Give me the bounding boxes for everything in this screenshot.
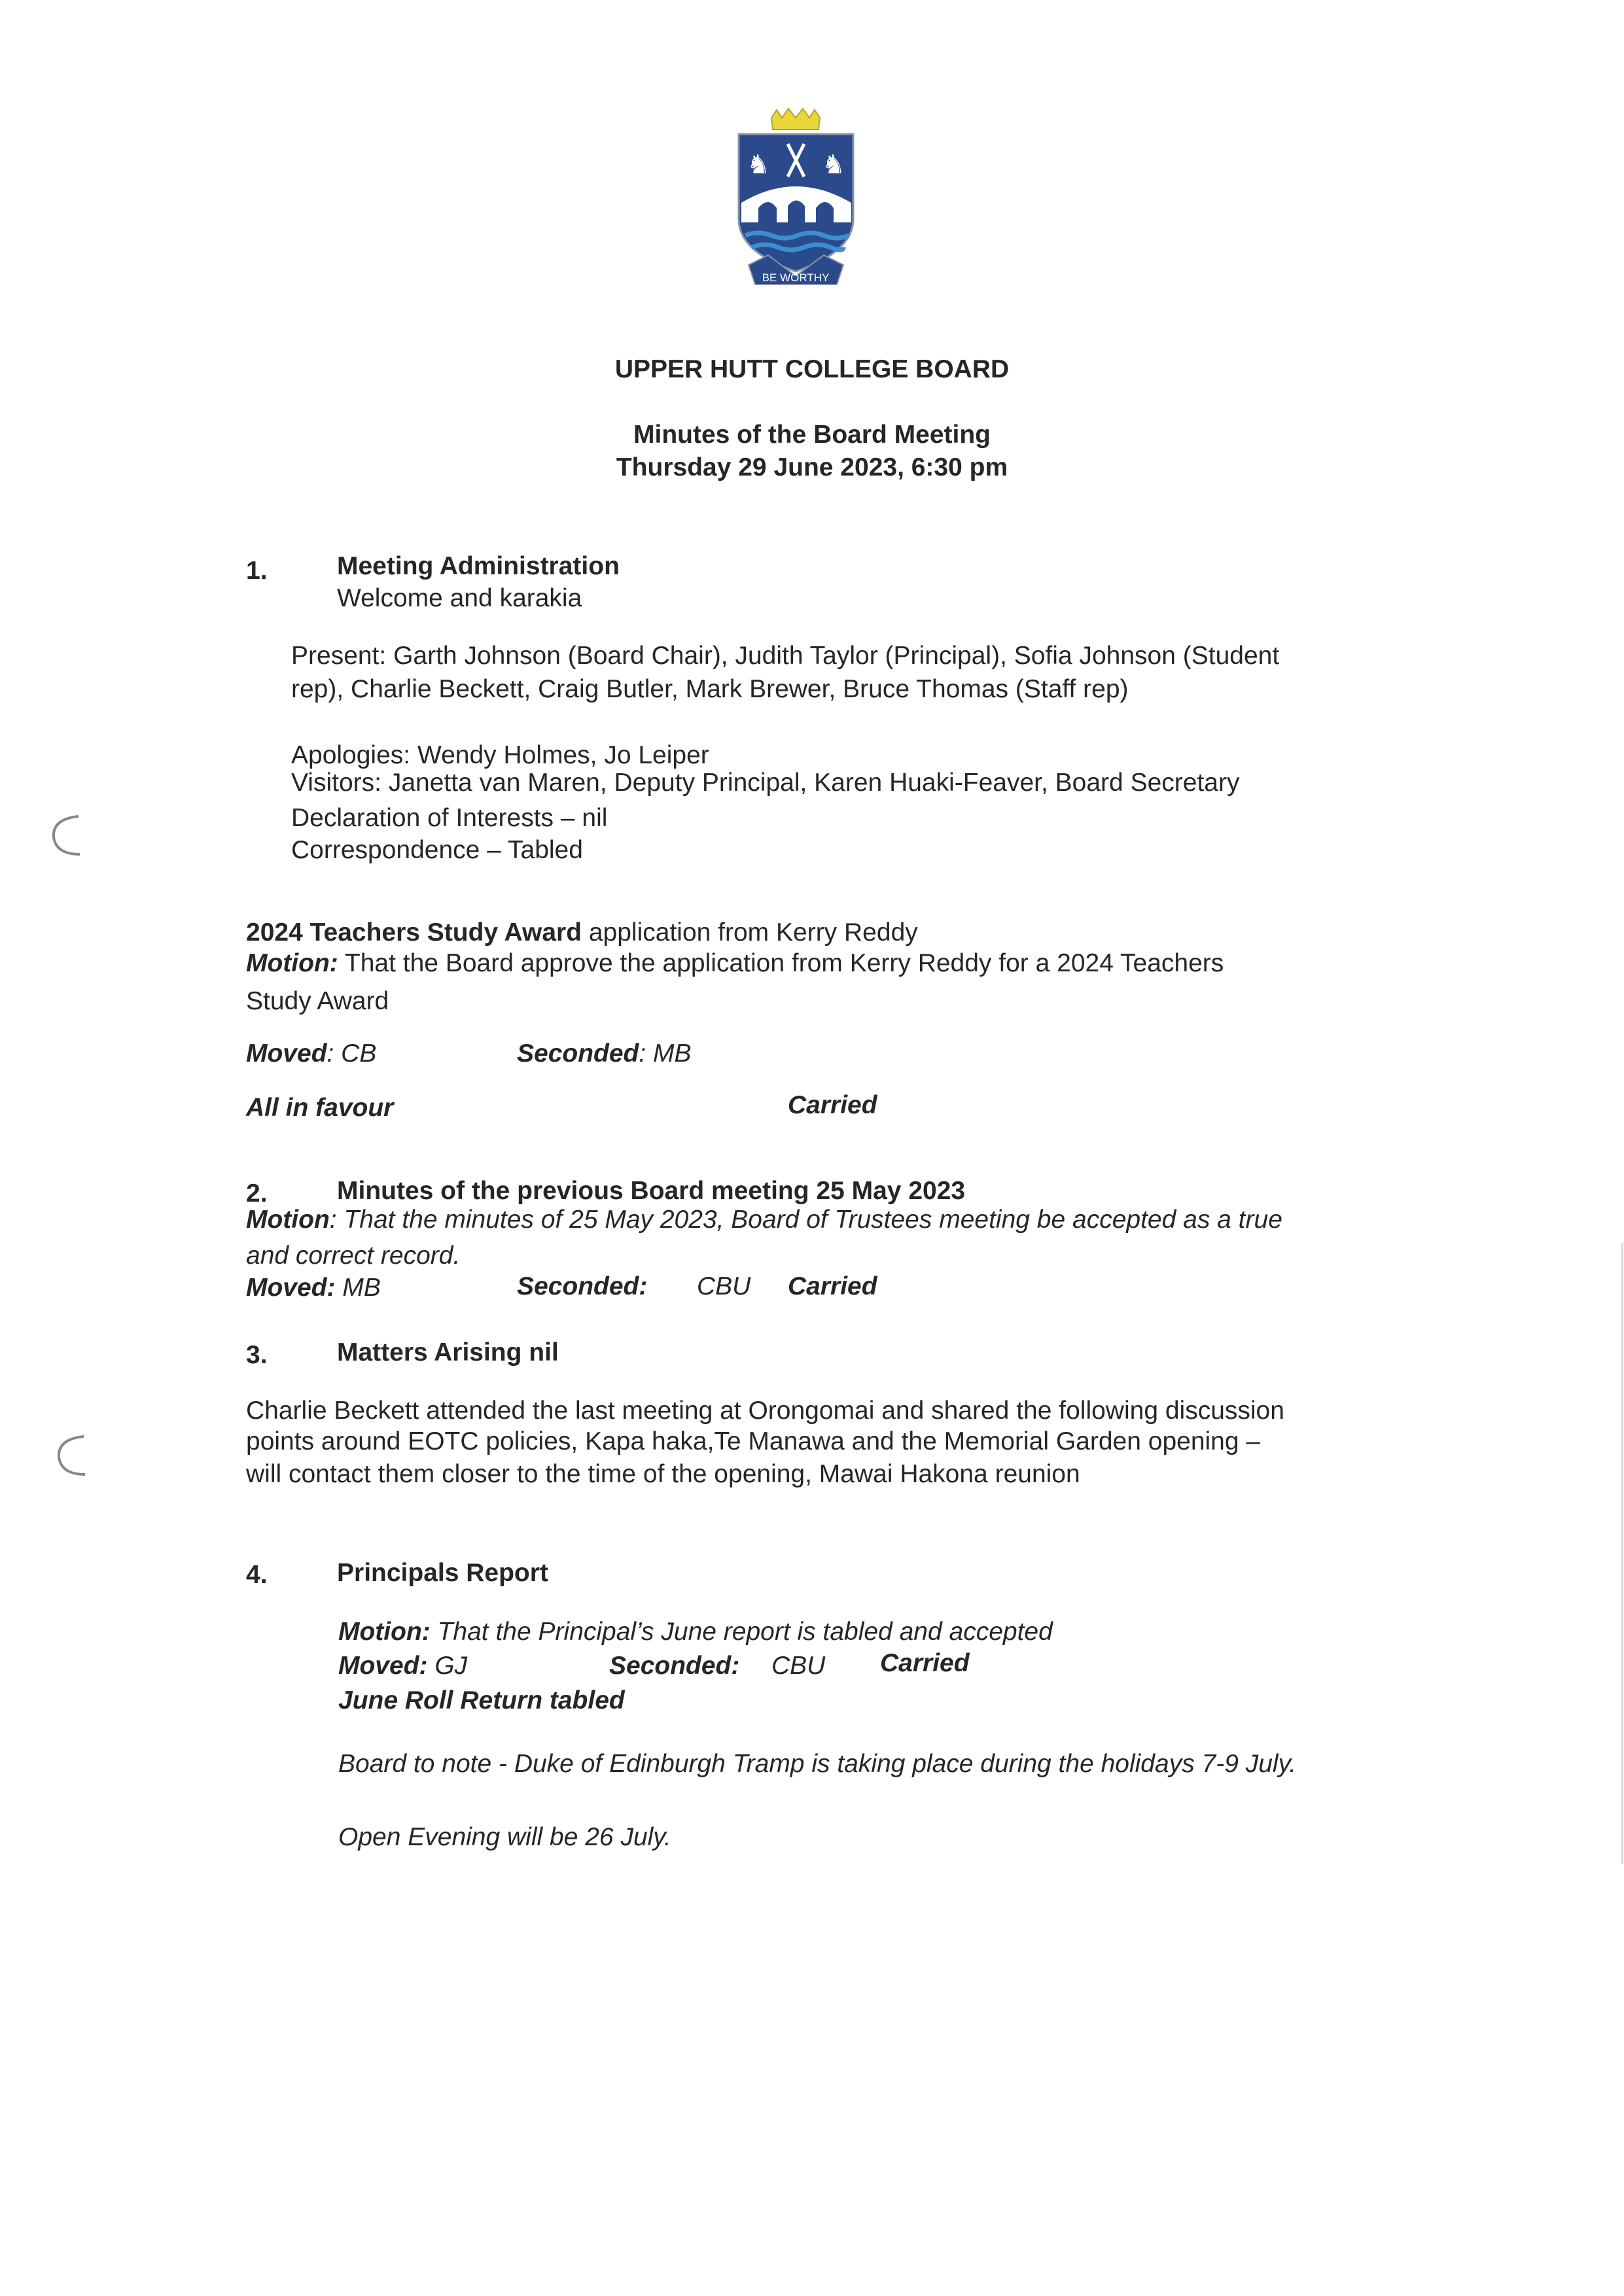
motion-label: Motion	[246, 1206, 330, 1234]
moved-value: GJ	[427, 1652, 468, 1680]
board-note-text: Board to note - Duke of Edinburgh Tramp is taking place during the holidays 7-9 July.	[338, 1750, 1297, 1778]
seconded-value: CBU	[771, 1652, 826, 1680]
declaration-text: Declaration of Interests – nil	[291, 804, 608, 832]
s4-motion	[338, 1616, 1053, 1648]
correspondence-text: Correspondence – Tabled	[291, 836, 583, 864]
section-heading: Meeting Administration	[337, 552, 620, 580]
body-line: will contact them closer to the time of the opening, Mawai Hakona reunion	[246, 1460, 1080, 1488]
seconded-label: Seconded	[517, 1039, 639, 1068]
seconded-value: : MB	[639, 1039, 692, 1068]
body-line: points around EOTC policies, Kapa haka,Te Manawa and the Memorial Garden opening –	[246, 1427, 1261, 1455]
motion-label: Motion:	[338, 1618, 431, 1646]
motion-text: That the Principal’s June report is tabled and accepted	[430, 1618, 1053, 1646]
all-in-favour: All in favour	[246, 1094, 394, 1122]
apologies-text: Apologies: Wendy Holmes, Jo Leiper	[291, 741, 709, 769]
body-line: Charlie Beckett attended the last meeting at Orongomai and shared the following discussion	[246, 1397, 1284, 1425]
motion-text: Study Award	[246, 987, 389, 1015]
moved-field	[338, 1650, 467, 1682]
visitors-text: Visitors: Janetta van Maren, Deputy Principal, Karen Huaki-Feaver, Board Secretary	[291, 769, 1240, 797]
present-line: Present: Garth Johnson (Board Chair), Judith Taylor (Principal), Sofia Johnson (Student	[291, 642, 1280, 670]
moved-label: Moved:	[246, 1274, 336, 1302]
motion-label: Motion:	[246, 949, 338, 977]
seconded-label: Seconded:	[517, 1272, 648, 1300]
moved-value: : CB	[327, 1039, 377, 1068]
svg-text:♞: ♞	[822, 150, 845, 179]
s2-motion	[246, 1204, 1282, 1236]
award-motion	[246, 947, 1224, 980]
carried-status: Carried	[880, 1649, 970, 1677]
section-number: 2.	[246, 1179, 268, 1208]
carried-status: Carried	[788, 1272, 877, 1300]
moved-field	[246, 1272, 381, 1304]
svg-text:♞: ♞	[747, 150, 770, 179]
organization-title: UPPER HUTT COLLEGE BOARD	[614, 355, 1010, 383]
motion-text: That the Board approve the application from Kerry Reddy for a 2024 Teachers	[338, 949, 1224, 977]
moved-label: Moved:	[338, 1652, 428, 1680]
section-number: 3.	[246, 1341, 268, 1369]
welcome-text: Welcome and karakia	[337, 584, 582, 612]
punch-hole-mark	[46, 811, 92, 860]
seconded-field	[517, 1037, 692, 1070]
crown-icon	[771, 109, 820, 130]
section-heading: Matters Arising nil	[337, 1338, 559, 1366]
scan-edge-line	[1621, 1243, 1623, 1864]
document-title: Minutes of the Board Meeting	[633, 421, 991, 449]
seconded-label: Seconded:	[609, 1652, 740, 1680]
carried-status: Carried	[788, 1091, 877, 1119]
present-line: rep), Charlie Beckett, Craig Butler, Mark Brewer, Bruce Thomas (Staff rep)	[291, 675, 1129, 703]
award-title-rest: application from Kerry Reddy	[582, 918, 918, 947]
section-number: 1.	[246, 557, 268, 585]
motion-text: and correct record.	[246, 1242, 461, 1270]
motion-text: : That the minutes of 25 May 2023, Board of Trustees meeting be accepted as a true	[329, 1206, 1282, 1234]
award-title	[246, 916, 918, 949]
section-number: 4.	[246, 1561, 268, 1589]
seconded-value: CBU	[697, 1272, 751, 1300]
punch-hole-mark	[51, 1431, 97, 1480]
roll-return-text: June Roll Return tabled	[338, 1686, 625, 1714]
section-heading: Minutes of the previous Board meeting 25 May 2023	[337, 1177, 966, 1205]
college-crest-logo	[732, 105, 860, 291]
crest-motto: BE WORTHY	[762, 271, 830, 284]
section-heading: Principals Report	[337, 1559, 548, 1587]
moved-value: MB	[335, 1274, 381, 1302]
award-title-bold: 2024 Teachers Study Award	[246, 918, 582, 947]
meeting-date: Thursday 29 June 2023, 6:30 pm	[616, 453, 1008, 481]
moved-field	[246, 1037, 376, 1070]
open-evening-text: Open Evening will be 26 July.	[338, 1823, 671, 1851]
moved-label: Moved	[246, 1039, 327, 1068]
